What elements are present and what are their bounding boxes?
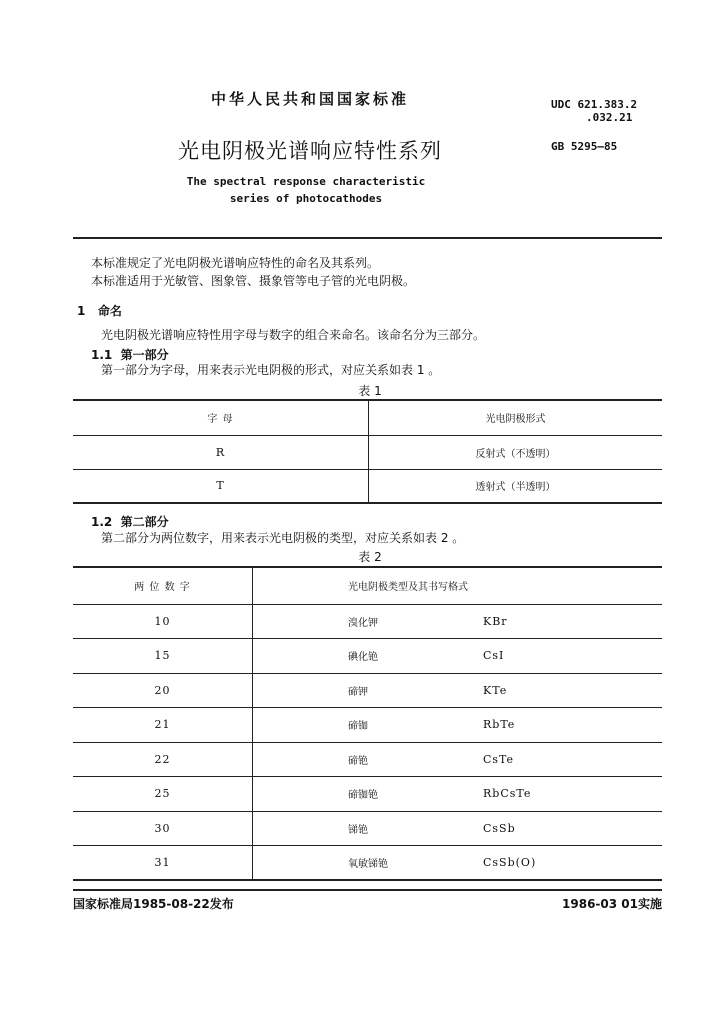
section-1-2-heading	[91, 513, 169, 530]
table-cell-type: 碲铯	[253, 742, 484, 777]
table-cell-letter: R	[73, 435, 369, 469]
effective-date: 1986-03 01实施	[562, 897, 662, 911]
table-2	[73, 566, 662, 881]
section-1-heading	[77, 302, 122, 319]
table-cell-type: 氧敏锑铯	[253, 846, 484, 881]
table-row	[73, 639, 662, 674]
table-cell-digits: 30	[73, 811, 253, 846]
table-1-caption: 表 1	[358, 384, 382, 398]
table-cell-formula: RbCsTe	[483, 777, 662, 812]
table-cell-digits: 25	[73, 777, 253, 812]
table-row	[73, 742, 662, 777]
table-cell-type: 碘化铯	[253, 639, 484, 674]
issuing-authority: 中华人民共和国国家标准	[210, 90, 409, 108]
issue-date: 国家标准局1985-08-22发布	[73, 897, 234, 911]
table-row	[73, 777, 662, 812]
table-cell-formula: CsTe	[483, 742, 662, 777]
table-cell-digits: 15	[73, 639, 253, 674]
table-row	[73, 435, 662, 469]
table-2-header-type: 光电阴极类型及其书写格式	[253, 567, 663, 604]
table-1-header-letter: 字 母	[73, 400, 369, 435]
table-cell-formula: KBr	[483, 604, 662, 639]
section-number: 1.2	[91, 515, 113, 529]
english-title-line-2: series of photocathodes	[229, 192, 383, 205]
table-cell-digits: 31	[73, 846, 253, 881]
section-1-1-text: 第一部分为字母，用来表示光电阴极的形式，对应关系如表 1 。	[101, 363, 441, 377]
table-cell-type: 锑铯	[253, 811, 484, 846]
section-1-1-heading	[91, 346, 169, 363]
table-cell-digits: 20	[73, 673, 253, 708]
table-2-header-row	[73, 567, 662, 604]
table-cell-formula: KTe	[483, 673, 662, 708]
section-title: 第一部分	[120, 348, 169, 362]
table-2-caption: 表 2	[358, 550, 382, 564]
gb-number: GB 5295—85	[551, 140, 618, 153]
section-title: 第二部分	[120, 515, 169, 529]
table-cell-digits: 10	[73, 604, 253, 639]
english-title-line-1: The spectral response characteristic	[186, 175, 426, 188]
table-cell-formula: RbTe	[483, 708, 662, 743]
section-number: 1	[77, 304, 86, 318]
section-number: 1.1	[91, 348, 113, 362]
table-cell-form: 透射式（半透明）	[369, 469, 663, 503]
table-row	[73, 811, 662, 846]
table-cell-digits: 22	[73, 742, 253, 777]
table-2-header-digits: 两 位 数 字	[73, 567, 253, 604]
table-row	[73, 469, 662, 503]
header-rule	[73, 237, 662, 239]
table-1-header-row	[73, 400, 662, 435]
udc-line-1: UDC 621.383.2	[551, 98, 638, 111]
section-1-text: 光电阴极光谱响应特性用字母与数字的组合来命名。该命名分为三部分。	[101, 328, 486, 342]
table-cell-form: 反射式（不透明）	[369, 435, 663, 469]
intro-applicability: 本标准适用于光敏管、图象管、摄象管等电子管的光电阴极。	[91, 274, 416, 288]
table-cell-digits: 21	[73, 708, 253, 743]
footer-rule	[73, 889, 662, 891]
table-cell-formula: CsI	[483, 639, 662, 674]
udc-code	[551, 98, 637, 124]
table-row	[73, 846, 662, 881]
english-title	[0, 173, 612, 207]
udc-line-2: .032.21	[586, 111, 633, 124]
intro-scope: 本标准规定了光电阴极光谱响应特性的命名及其系列。	[91, 256, 380, 270]
table-1	[73, 399, 662, 504]
section-1-2-text: 第二部分为两位数字，用来表示光电阴极的类型，对应关系如表 2 。	[101, 531, 465, 545]
table-cell-formula: CsSb(O)	[483, 846, 662, 881]
document-title: 光电阴极光谱响应特性系列	[178, 139, 442, 163]
table-cell-type: 碲铷铯	[253, 777, 484, 812]
section-title: 命名	[97, 304, 122, 318]
table-row	[73, 708, 662, 743]
table-row	[73, 673, 662, 708]
table-cell-type: 碲钾	[253, 673, 484, 708]
table-cell-letter: T	[73, 469, 369, 503]
table-1-header-form: 光电阴极形式	[369, 400, 663, 435]
table-cell-type: 碲铷	[253, 708, 484, 743]
table-cell-formula: CsSb	[483, 811, 662, 846]
table-cell-type: 溴化钾	[253, 604, 484, 639]
table-row	[73, 604, 662, 639]
